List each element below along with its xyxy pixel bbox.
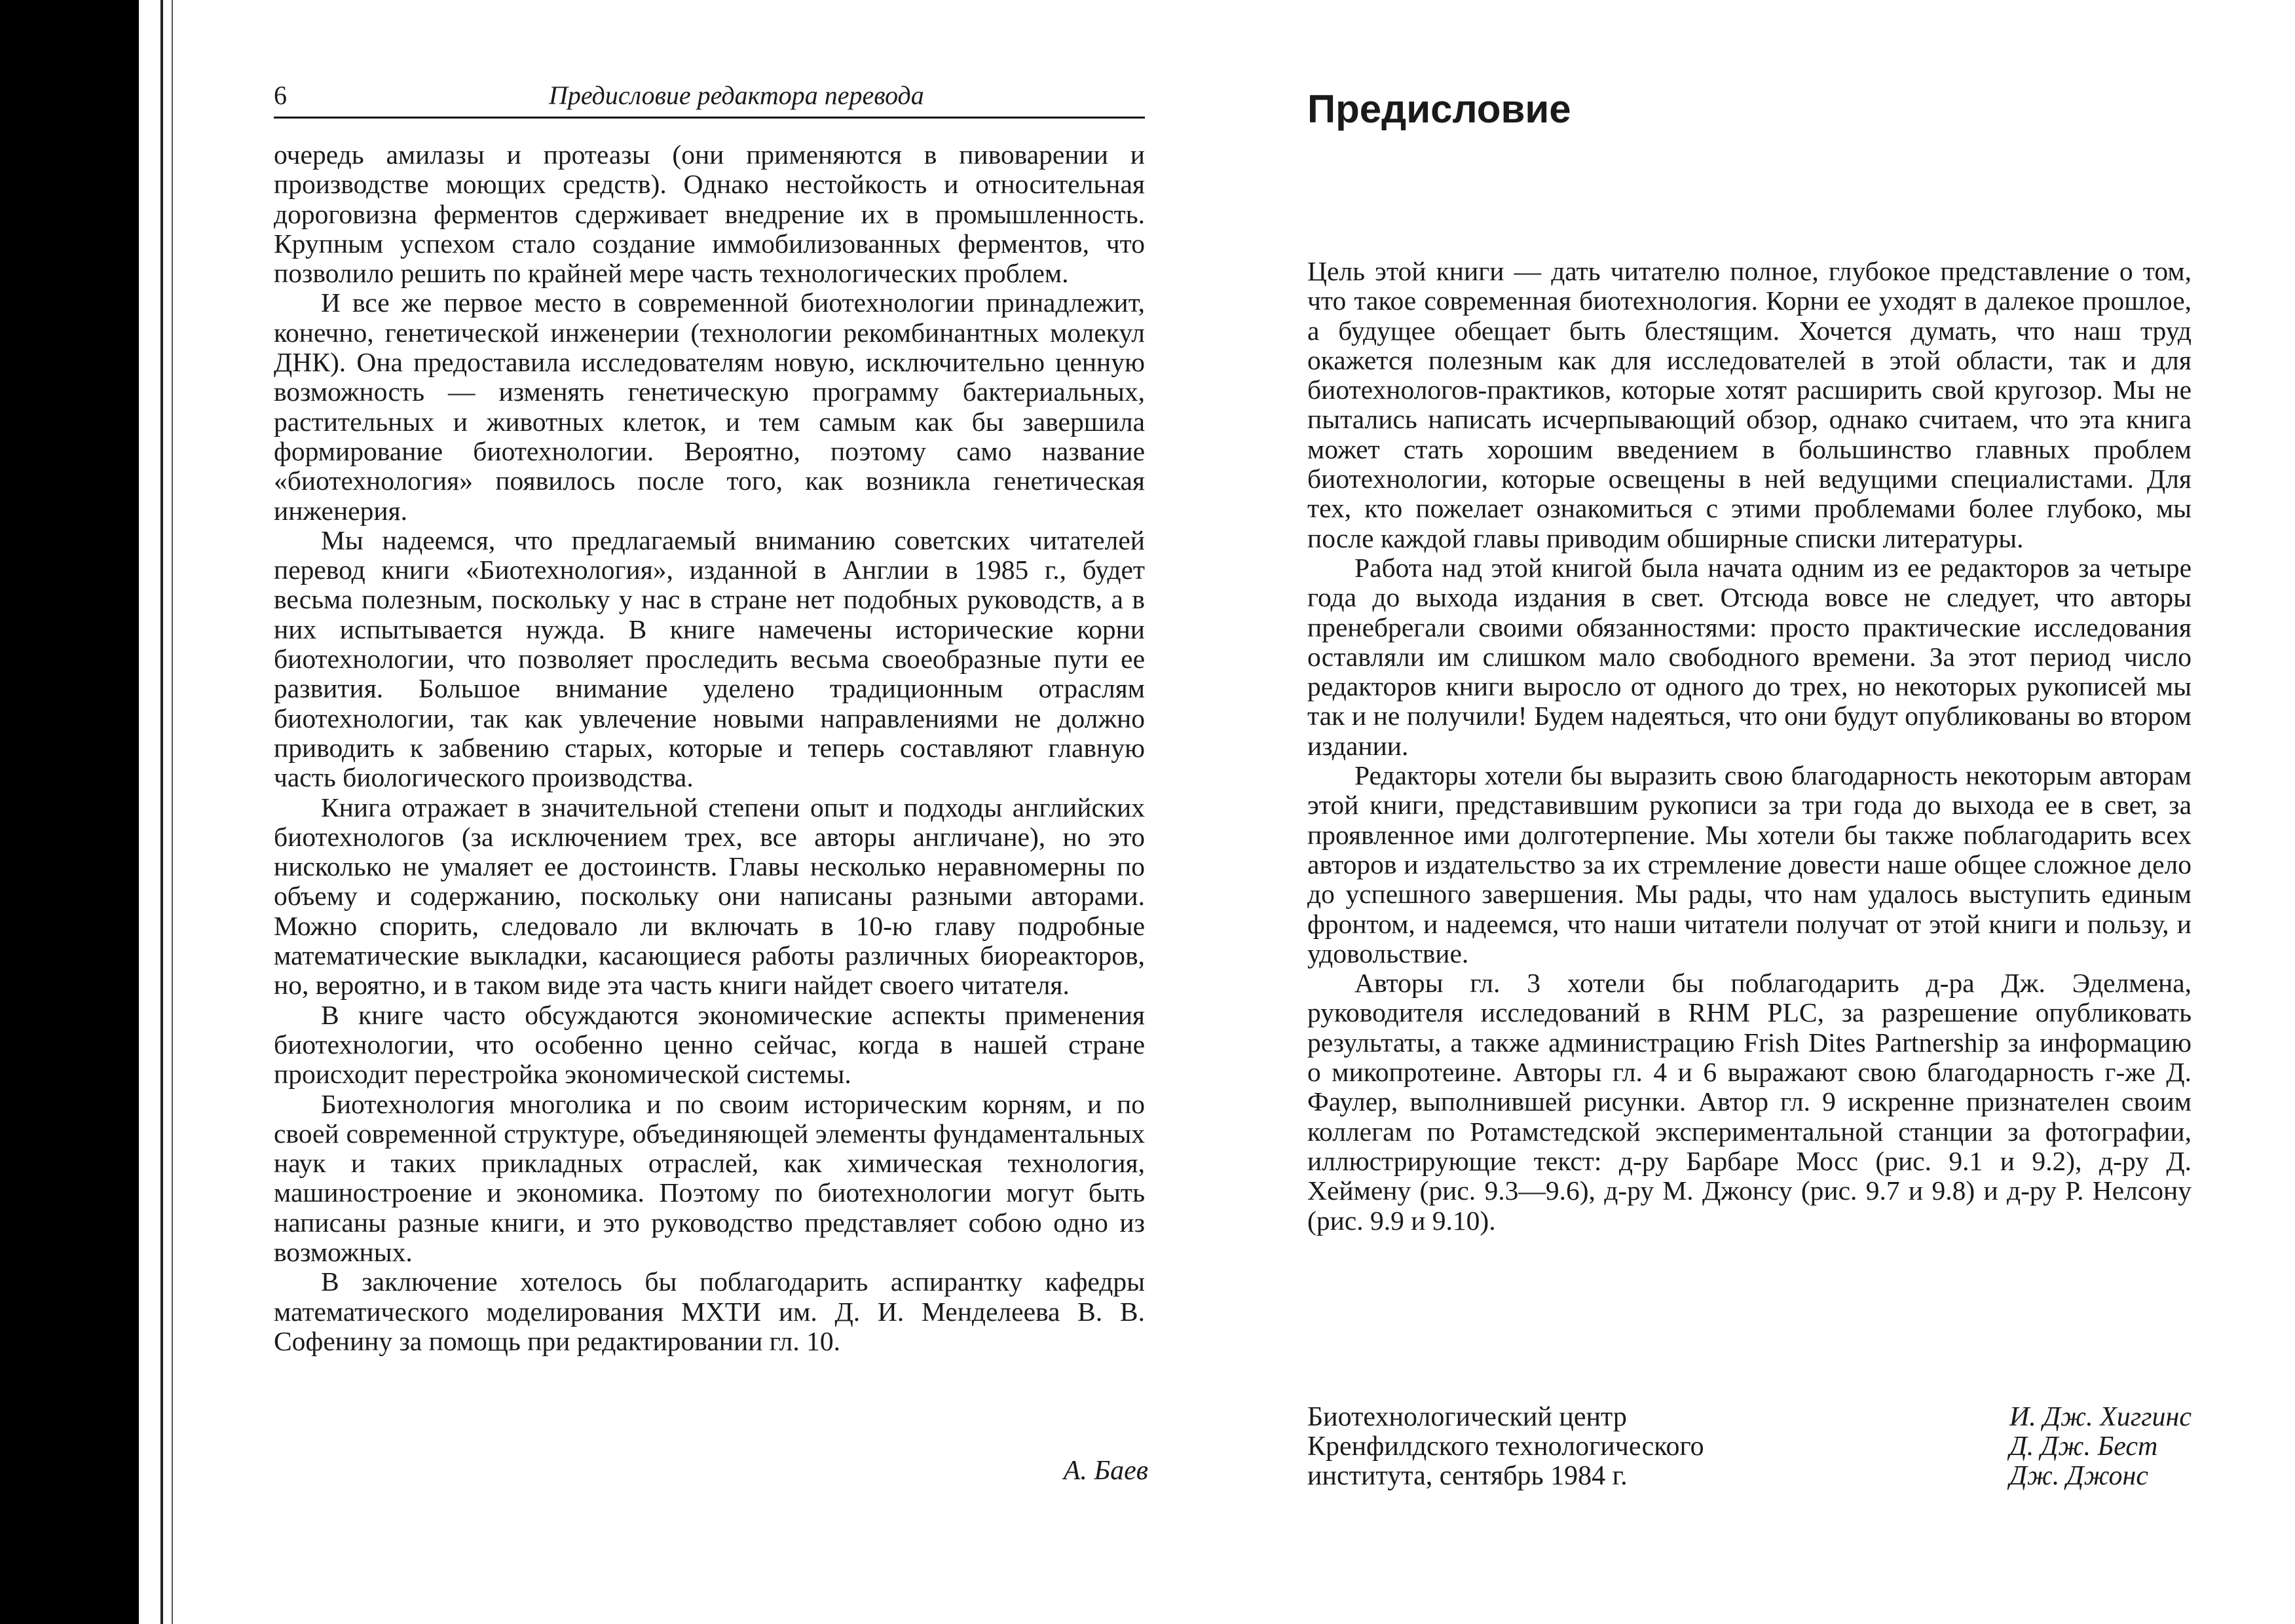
paragraph: И все же первое место в современной биотехнологии принадлежит, конечно, генетической инженерии (технологии рекомбинантных молекул ДНК). Она предоставила исследователям новую, исключительно ценную возможность — изменять генетическую программу бактериальных, растительных и животных клеток, и тем самым как бы завершила формирование биотехнологии. Вероятно, поэтому само название «биотехнология» появилось после того, как возникла генетическая инженерия. bbox=[274, 287, 1145, 526]
chapter-title: Предисловие bbox=[1307, 87, 1571, 131]
paragraph: очередь амилазы и протеазы (они применяются в пивоварении и производстве моющих средств). Однако нестойкость и относительная дороговизна ферментов сдерживает внедрение их в промышленность. Крупным успехом стало создание иммобилизованных ферментов, что позволило решить по крайней мере часть технологических проблем. bbox=[274, 139, 1145, 289]
paragraph: Авторы гл. 3 хотели бы поблагодарить д-ра Дж. Эделмена, руководителя исследований в RHM PLC, за разрешение опубликовать результаты, а также администрацию Frish Dites Partnership за информацию о микопротеине. Авторы гл. 4 и 6 выражают свою благодарность г-же Д. Фаулер, выполнившей рисунки. Автор гл. 9 искренне признателен своим коллегам по Ротамстедской экспериментальной станции за фотографии, иллюстрирующие текст: д-ру Барбаре Мосс (рис. 9.1 и 9.2), д-ру Д. Хеймену (рис. 9.3—9.6), д-ру М. Джонсу (рис. 9.7 и 9.8) и д-ру Р. Нелсону (рис. 9.9 и 9.10). bbox=[1307, 968, 2192, 1236]
paragraph: В заключение хотелось бы поблагодарить аспирантку кафедры математического моделирования МХТИ им. Д. И. Менделеева В. В. Софенину за помощь при редактировании гл. 10. bbox=[274, 1266, 1145, 1356]
paragraph: В книге часто обсуждаются экономические аспекты применения биотехнологии, что особенно ценно сейчас, когда в нашей стране происходит перестройка экономической системы. bbox=[274, 999, 1145, 1090]
page-number: 6 bbox=[274, 81, 287, 110]
affiliation-block bbox=[1307, 1403, 1704, 1491]
authors-block bbox=[2009, 1403, 2192, 1491]
affiliation-line: Биотехнологический центр bbox=[1307, 1402, 1627, 1432]
affiliation-line: института, сентябрь 1984 г. bbox=[1307, 1461, 1628, 1491]
paragraph: Книга отражает в значительной степени опыт и подходы английских биотехнологов (за исключением трех, все авторы англичане), но это нисколько не умаляет ее достоинств. Главы несколько неравномерны по объему и содержанию, поскольку они написаны разными авторами. Можно спорить, следовало ли включать в 10-ю главу подробные математические выкладки, касающиеся работы различных биореакторов, но, вероятно, и в таком виде эта часть книги найдет своего читателя. bbox=[274, 792, 1145, 1001]
paragraph: Работа над этой книгой была начата одним из ее редакторов за четыре года до выхода издания в свет. Отсюда вовсе не следует, что авторы пренебрегали своими обязанностями: просто практические исследования оставляли им слишком мало свободного времени. За этот период число редакторов книги выросло от одного до трех, но некоторых рукописей мы так и не получили! Будем надеяться, что они будут опубликованы во втором издании. bbox=[1307, 552, 2192, 761]
affiliation-line: Кренфилдского технологического bbox=[1307, 1431, 1704, 1462]
book-gutter-line bbox=[160, 0, 163, 1624]
running-title: Предисловие редактора перевода bbox=[549, 81, 924, 110]
book-gutter-line-secondary bbox=[172, 0, 173, 1624]
editor-signature: А. Баев bbox=[1063, 1456, 1148, 1486]
paragraph: Биотехнология многолика и по своим историческим корням, и по своей современной структуре, объединяющей элементы фундаментальных наук и таких прикладных отраслей, как химическая технология, машиностроение и экономика. Поэтому по биотехнологии могут быть написаны разные книги, и это руководство представляет собою одно из возможных. bbox=[274, 1088, 1145, 1267]
right-page-body bbox=[1307, 257, 2192, 1236]
scan-dark-edge bbox=[0, 0, 139, 1624]
paragraph: Мы надеемся, что предлагаемый вниманию советских читателей перевод книги «Биотехнология», изданной в Англии в 1985 г., будет весьма полезным, поскольку у нас в стране нет подобных руководств, а в них испытывается нужда. В книге намечены исторические корни биотехнологии, что позволяет проследить весьма своеобразные пути ее развития. Большое внимание уделено традиционным отраслям биотехнологии, так как увлечение новыми направлениями не должно приводить к забвению старых, которые и теперь составляют главную часть биологического производства. bbox=[274, 525, 1145, 793]
left-page-body bbox=[274, 140, 1145, 1356]
author-name: Дж. Джонс bbox=[2009, 1461, 2148, 1491]
author-name: И. Дж. Хиггинс bbox=[2009, 1402, 2192, 1432]
paragraph: Редакторы хотели бы выразить свою благодарность некоторым авторам этой книги, представившим рукописи за три года до выхода ее в свет, за проявленное ими долготерпение. Мы хотели бы также поблагодарить всех авторов и издательство за их стремление довести наше общее сложное дело до успешного завершения. Мы рады, что нам удалось выступить единым фронтом, и надеемся, что наши читатели получат от этой книги и пользу, и удовольствие. bbox=[1307, 760, 2192, 969]
author-name: Д. Дж. Бест bbox=[2009, 1431, 2158, 1462]
running-head bbox=[274, 77, 1145, 119]
paragraph: Цель этой книги — дать читателю полное, глубокое представление о том, что такое современная биотехнология. Корни ее уходят в далекое прошлое, а будущее обещает быть блестящим. Хочется думать, что наш труд окажется полезным как для исследователей в этой области, так и для биотехнологов-практиков, которые хотят расширить свой кругозор. Мы не пытались написать исчерпывающий обзор, однако считаем, что эта книга может стать хорошим введением в большинство главных проблем биотехнологии, которые освещены в ней ведущими специалистами. Для тех, кто пожелает ознакомиться с этими проблемами более глубоко, мы после каждой главы приводим обширные списки литературы. bbox=[1307, 256, 2192, 553]
